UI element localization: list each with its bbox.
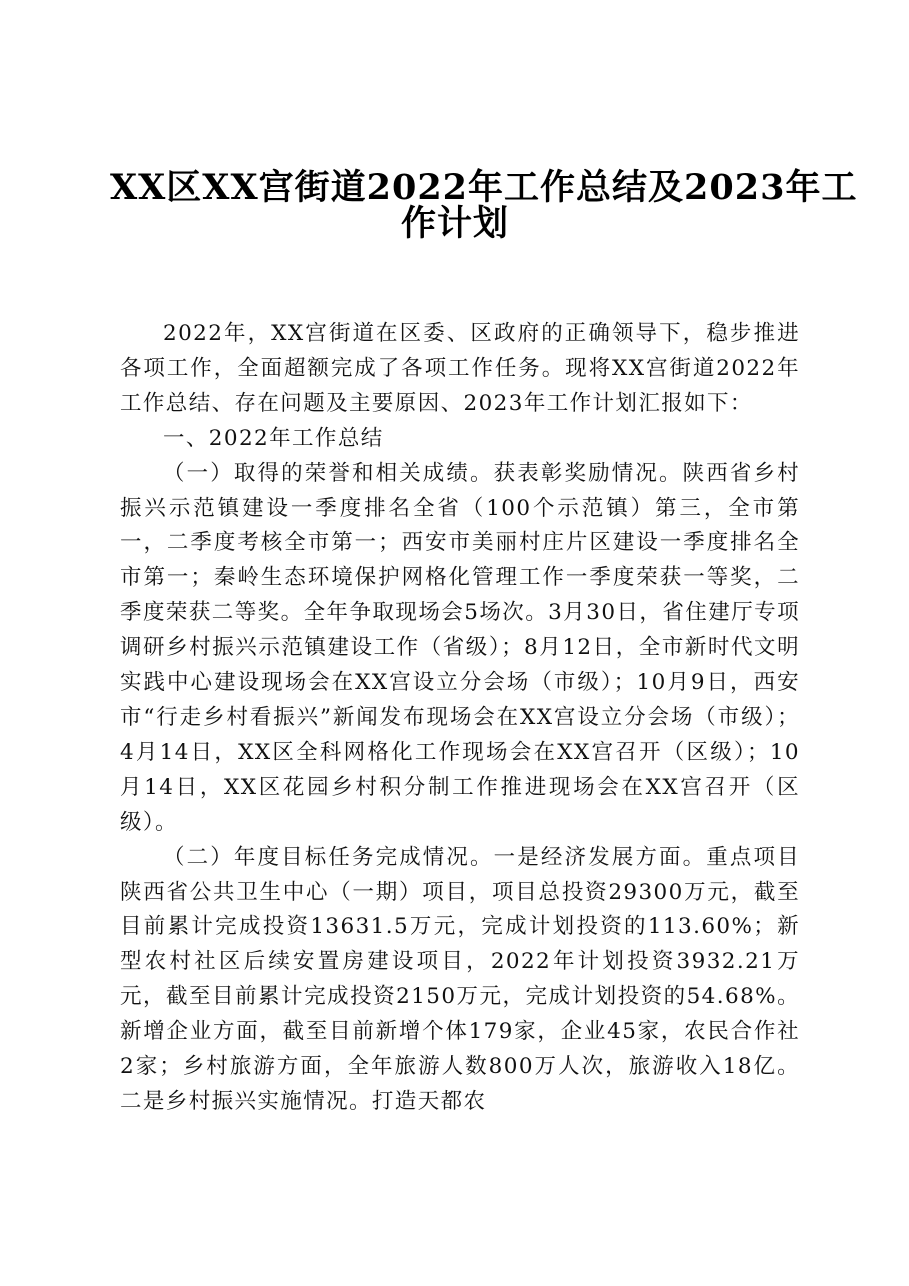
paragraph-honors: （一）取得的荣誉和相关成绩。获表彰奖励情况。陕西省乡村振兴示范镇建设一季度排名全省（100个示范镇）第三，全市第一，二季度考核全市第一；西安市美丽村庄片区建设一季度排名全市第一；秦岭生态环境保护网格化管理工作一季度荣获一等奖，二季度荣获二等奖。全年争取现场会5场次。3月30日，省住建厅专项调研乡村振兴示范镇建设工作（省级）；8月12日，全市新时代文明实践中心建设现场会在XX宫设立分会场（市级）；10月9日，西安市“行走乡村看振兴”新闻发布现场会在XX宫设立分会场（市级）；4月14日，XX区全科网格化工作现场会在XX宫召开（区级）；10月14日，XX区花园乡村积分制工作推进现场会在XX宫召开（区级）。: [120, 460, 800, 835]
document-title-line-1: XX区XX宫街道2022年工作总结及2023年工: [110, 167, 858, 208]
section-heading-summary: 一、2022年工作总结: [163, 425, 384, 451]
intro-paragraph: 2022年，XX宫街道在区委、区政府的正确领导下，稳步推进各项工作，全面超额完成了各项工作任务。现将XX宫街道2022年工作总结、存在问题及主要原因、2023年工作计划汇报如下：: [120, 321, 800, 416]
document-body: [120, 317, 800, 1120]
document-title-line-2: 作计划: [400, 203, 509, 244]
paragraph-annual-targets: （二）年度目标任务完成情况。一是经济发展方面。重点项目陕西省公共卫生中心（一期）项目，项目总投资29300万元，截至目前累计完成投资13631.5万元，完成计划投资的113.60%；新型农村社区后续安置房建设项目，2022年计划投资3932.21万元，截至目前累计完成投资2150万元，完成计划投资的54.68%。新增企业方面，截至目前新增个体179家，企业45家，农民合作社2家；乡村旅游方面，全年旅游人数800万人次，旅游收入18亿。二是乡村振兴实施情况。打造天都农: [120, 844, 800, 1114]
